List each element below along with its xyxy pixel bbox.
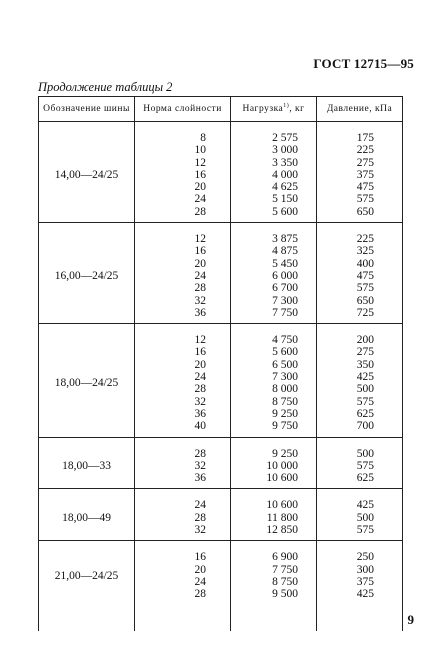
load-header-text: Нагрузка <box>242 104 284 115</box>
pressure-value: 425 <box>356 588 374 601</box>
load-value: 5 600 <box>272 346 298 359</box>
pressure-value: 275 <box>356 156 374 169</box>
page-number: 9 <box>407 612 414 627</box>
load-value: 7 300 <box>272 371 298 384</box>
ply-rating: 36 <box>194 472 206 485</box>
table-row <box>39 223 403 324</box>
ply-rating: 24 <box>194 499 206 512</box>
ply-rating-cell <box>135 122 231 223</box>
table-row <box>39 324 403 437</box>
ply-rating: 12 <box>194 334 206 347</box>
table-container <box>38 96 402 631</box>
ply-rating: 28 <box>194 447 206 460</box>
load-value: 6 700 <box>272 282 298 295</box>
ply-rating: 28 <box>194 205 206 218</box>
ply-rating: 20 <box>194 181 206 194</box>
load-value: 4 750 <box>272 334 298 347</box>
load-footnote-marker: 1) <box>283 103 290 110</box>
table-caption: Продолжение таблицы 2 <box>38 80 173 94</box>
ply-rating-cell <box>135 223 231 324</box>
load-value: 9 250 <box>272 407 298 420</box>
pressure-value-cell <box>317 324 403 437</box>
ply-rating: 16 <box>194 551 206 564</box>
load-value: 6 500 <box>272 358 298 371</box>
pressure-value: 575 <box>356 524 374 537</box>
pressure-value: 375 <box>356 575 374 588</box>
pressure-value: 275 <box>356 346 374 359</box>
load-value: 7 750 <box>272 306 298 319</box>
pressure-value: 500 <box>356 383 374 396</box>
ply-rating: 24 <box>194 193 206 206</box>
pressure-value: 475 <box>356 181 374 194</box>
column-header-load <box>231 97 317 122</box>
ply-rating: 28 <box>194 383 206 396</box>
load-value: 5 600 <box>272 205 298 218</box>
tire-size-cell: 21,00—24/25 <box>39 541 135 631</box>
ply-rating: 16 <box>194 168 206 181</box>
pressure-value-cell <box>317 223 403 324</box>
load-value: 11 800 <box>266 511 298 524</box>
ply-rating: 24 <box>194 371 206 384</box>
load-value: 4 000 <box>272 168 298 181</box>
ply-rating: 28 <box>194 511 206 524</box>
ply-rating: 32 <box>194 395 206 408</box>
load-value: 5 150 <box>272 193 298 206</box>
pressure-value-cell <box>317 541 403 631</box>
pressure-value: 325 <box>356 245 374 258</box>
pressure-value: 700 <box>356 420 374 433</box>
pressure-value: 500 <box>356 511 374 524</box>
load-value: 7 750 <box>272 563 298 576</box>
pressure-value: 575 <box>356 395 374 408</box>
pressure-value: 625 <box>356 472 374 485</box>
load-value: 8 000 <box>272 383 298 396</box>
tire-size-cell: 16,00—24/25 <box>39 223 135 324</box>
load-value-cell <box>231 489 317 541</box>
table-row <box>39 489 403 541</box>
pressure-value-cell <box>317 437 403 489</box>
load-value-cell <box>231 223 317 324</box>
table-row <box>39 437 403 489</box>
ply-rating: 12 <box>194 233 206 246</box>
load-value: 3 000 <box>272 144 298 157</box>
table-body <box>39 122 403 631</box>
load-value: 5 450 <box>272 257 298 270</box>
ply-rating: 20 <box>194 563 206 576</box>
ply-rating: 28 <box>194 282 206 295</box>
ply-rating: 20 <box>194 358 206 371</box>
pressure-value: 200 <box>356 334 374 347</box>
ply-rating: 40 <box>194 420 206 433</box>
ply-rating-cell <box>135 541 231 631</box>
pressure-value: 175 <box>356 132 374 144</box>
load-value: 8 750 <box>272 395 298 408</box>
tire-size-cell: 18,00—49 <box>39 489 135 541</box>
pressure-value: 225 <box>356 233 374 246</box>
pressure-value: 375 <box>356 168 374 181</box>
load-value: 10 600 <box>266 472 298 485</box>
column-header-ply: Норма слойности <box>135 97 231 122</box>
table-header-row <box>39 97 403 122</box>
ply-rating: 32 <box>194 459 206 472</box>
ply-rating: 32 <box>194 294 206 307</box>
pressure-value: 300 <box>356 563 374 576</box>
column-header-size: Обозначение шины <box>39 97 135 122</box>
pressure-value: 400 <box>356 257 374 270</box>
load-value: 9 250 <box>272 447 298 460</box>
pressure-value: 575 <box>356 459 374 472</box>
ply-rating: 8 <box>200 132 206 144</box>
pressure-value: 425 <box>356 371 374 384</box>
pressure-value: 225 <box>356 144 374 157</box>
load-value: 10 000 <box>266 459 298 472</box>
pressure-value-cell <box>317 122 403 223</box>
ply-rating: 16 <box>194 346 206 359</box>
ply-rating-cell <box>135 437 231 489</box>
ply-rating: 24 <box>194 269 206 282</box>
ply-rating: 10 <box>194 144 206 157</box>
column-header-pressure: Давление, кПа <box>317 97 403 122</box>
load-value: 9 750 <box>272 420 298 433</box>
load-value: 4 875 <box>272 245 298 258</box>
tire-size-cell: 18,00—33 <box>39 437 135 489</box>
pressure-value: 625 <box>356 407 374 420</box>
load-value: 12 850 <box>266 524 298 537</box>
pressure-value: 250 <box>356 551 374 564</box>
pressure-value: 725 <box>356 306 374 319</box>
tire-size-cell: 14,00—24/25 <box>39 122 135 223</box>
pressure-value: 575 <box>356 282 374 295</box>
load-value-cell <box>231 541 317 631</box>
pressure-value: 350 <box>356 358 374 371</box>
pressure-value: 475 <box>356 269 374 282</box>
ply-rating: 36 <box>194 306 206 319</box>
pressure-value: 500 <box>356 447 374 460</box>
ply-rating: 16 <box>194 245 206 258</box>
table-row <box>39 122 403 223</box>
load-header-unit: , кг <box>289 104 305 115</box>
ply-rating: 32 <box>194 524 206 537</box>
pressure-value: 650 <box>356 205 374 218</box>
load-value: 7 300 <box>272 294 298 307</box>
ply-rating: 36 <box>194 407 206 420</box>
ply-rating-cell <box>135 324 231 437</box>
load-value-cell <box>231 324 317 437</box>
ply-rating-cell <box>135 489 231 541</box>
table-row <box>39 541 403 631</box>
pressure-value: 425 <box>356 499 374 512</box>
load-value: 2 575 <box>272 132 298 144</box>
load-value: 3 875 <box>272 233 298 246</box>
ply-rating: 12 <box>194 156 206 169</box>
load-value: 9 500 <box>272 588 298 601</box>
pressure-value-cell <box>317 489 403 541</box>
load-value: 3 350 <box>272 156 298 169</box>
load-value-cell <box>231 437 317 489</box>
load-value: 6 900 <box>272 551 298 564</box>
load-value-cell <box>231 122 317 223</box>
load-value: 4 625 <box>272 181 298 194</box>
pressure-value: 575 <box>356 193 374 206</box>
ply-rating: 20 <box>194 257 206 270</box>
document-standard-header: ГОСТ 12715—95 <box>313 56 414 71</box>
tire-spec-table <box>38 96 403 631</box>
ply-rating: 28 <box>194 588 206 601</box>
load-value: 8 750 <box>272 575 298 588</box>
pressure-value: 650 <box>356 294 374 307</box>
ply-rating: 24 <box>194 575 206 588</box>
tire-size-cell: 18,00—24/25 <box>39 324 135 437</box>
load-value: 6 000 <box>272 269 298 282</box>
load-value: 10 600 <box>266 499 298 512</box>
